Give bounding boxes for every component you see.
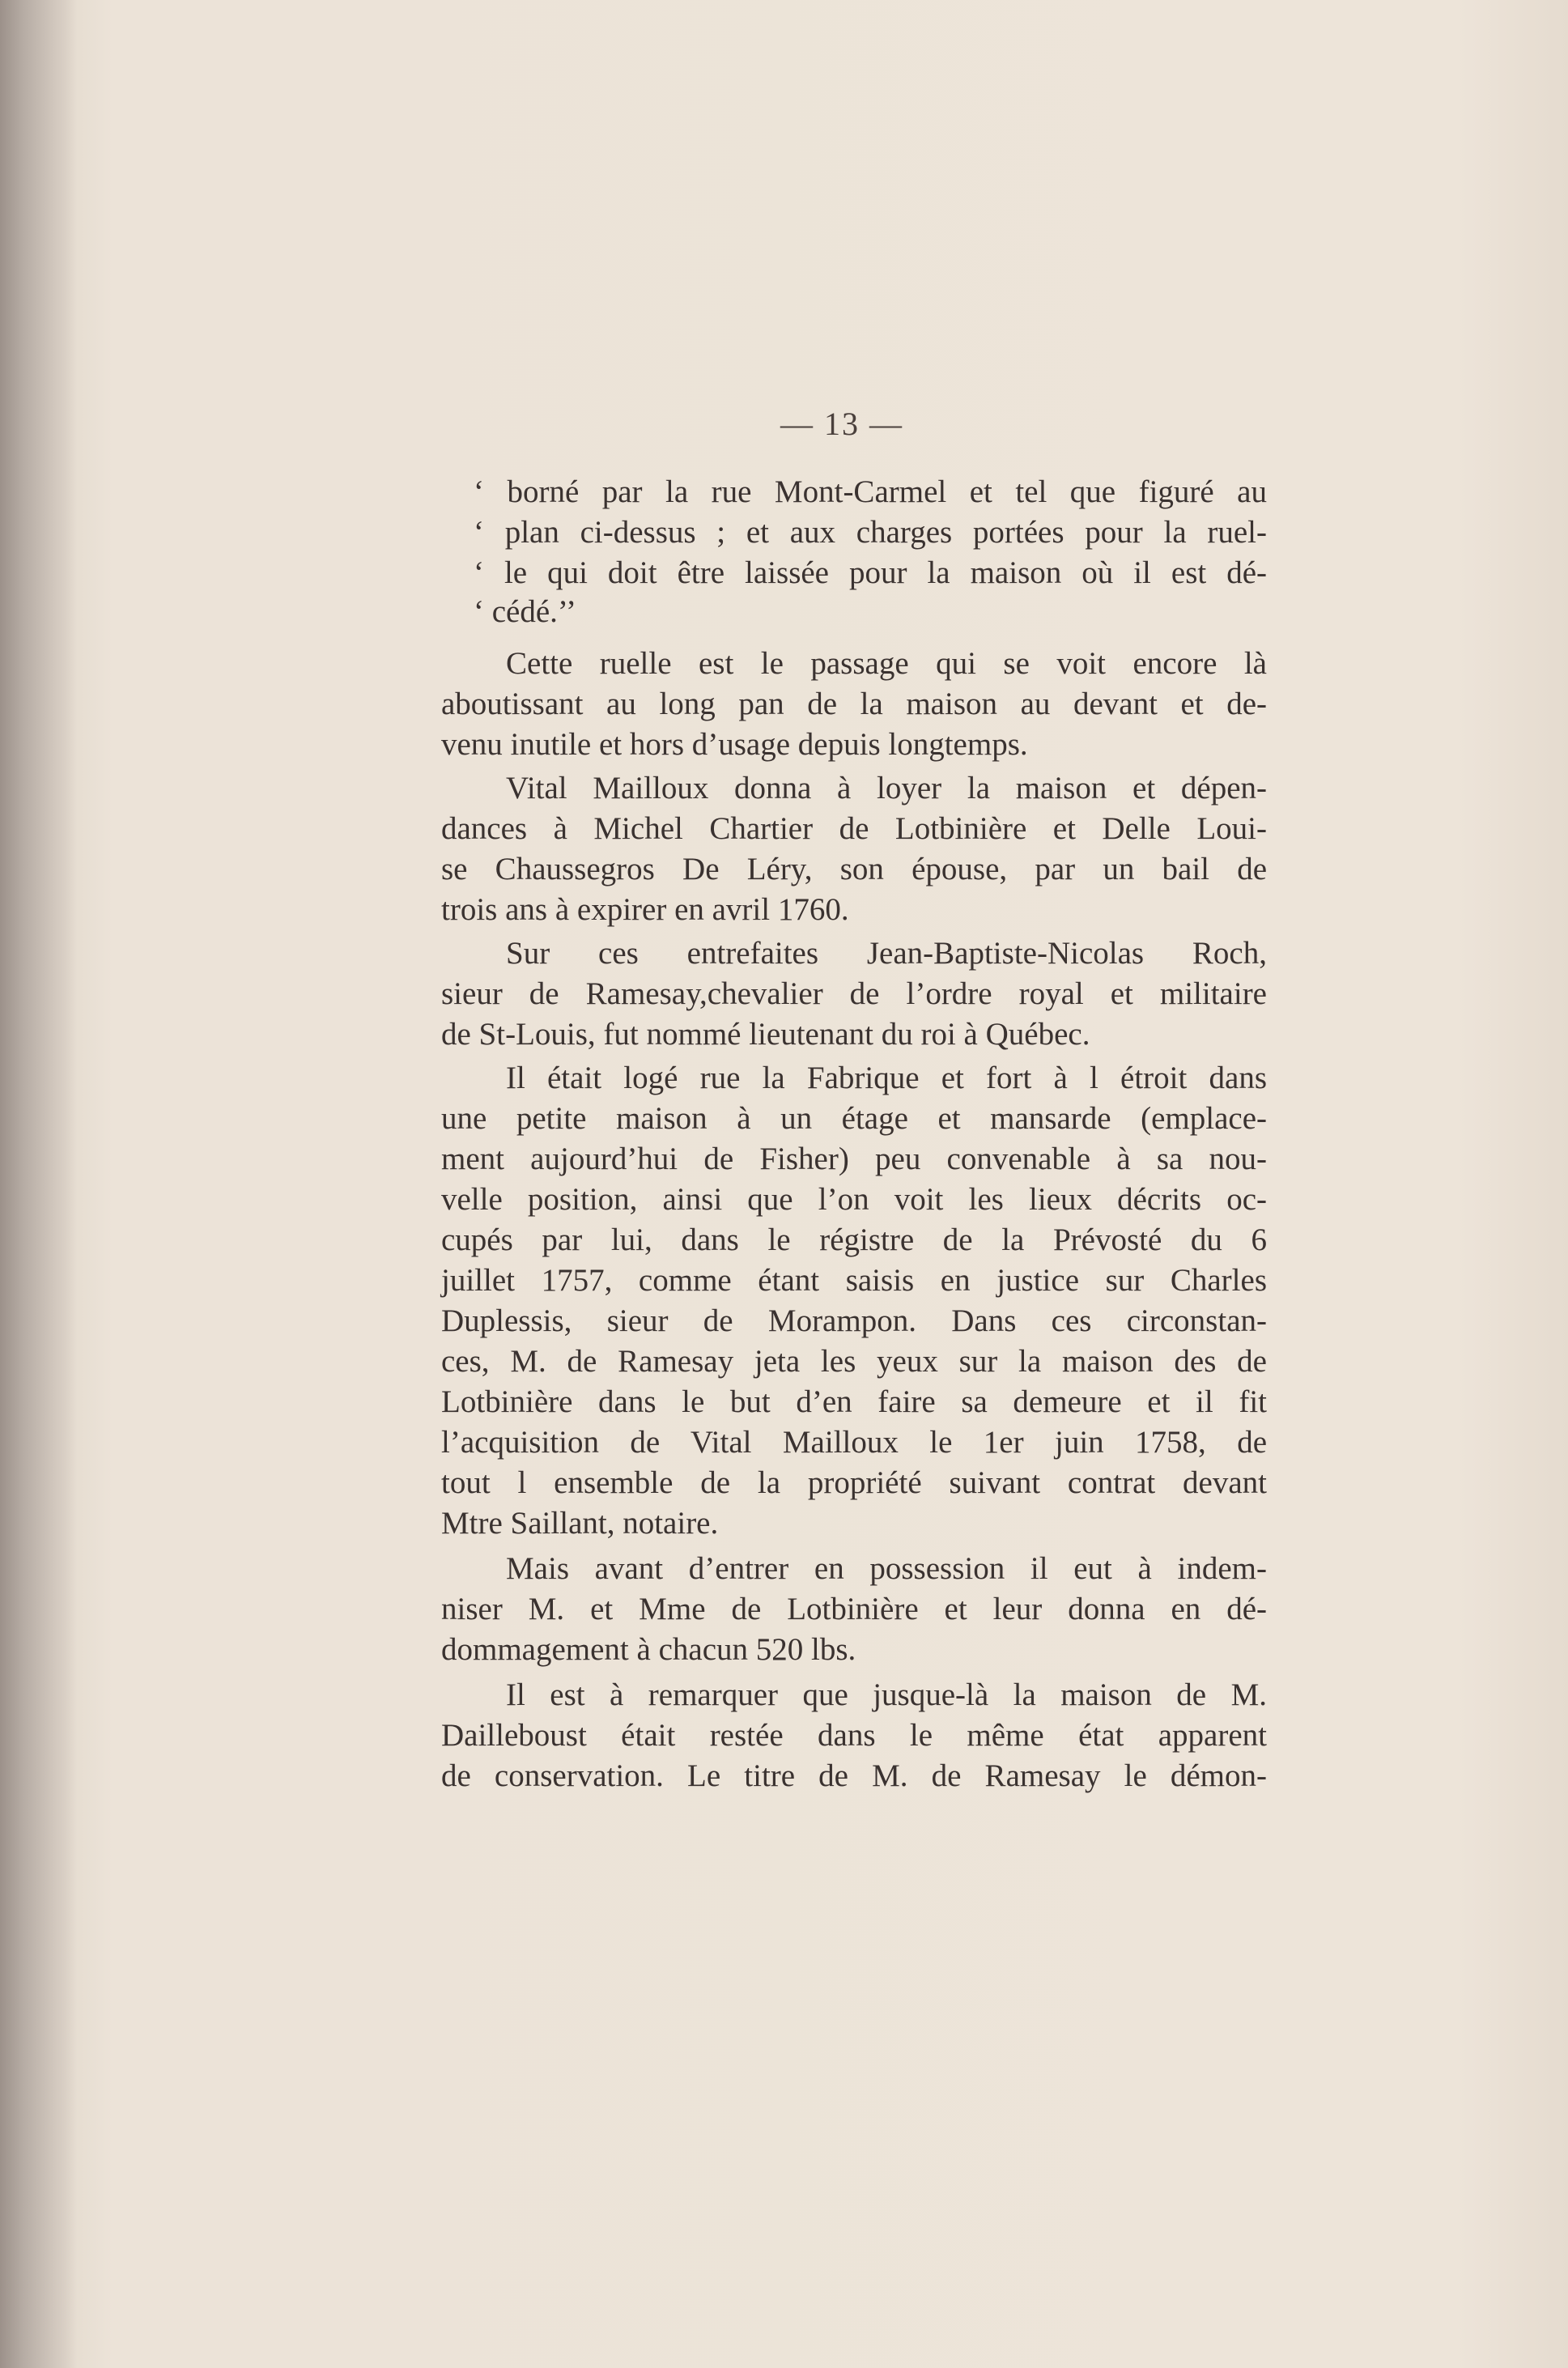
text-line: ‘ le qui doit être laissée pour la maison où il est dé- [474, 555, 1267, 590]
text-line: Sur ces entrefaites Jean-Baptiste-Nicolas Roch, [506, 936, 1267, 971]
text-line: Cette ruelle est le passage qui se voit encore là [506, 646, 1267, 681]
text-line: Vital Mailloux donna à loyer la maison et dépen- [506, 771, 1267, 806]
text-line: Il est à remarquer que jusque-là la maison de M. [506, 1677, 1267, 1712]
text-line: tout l ensemble de la propriété suivant contrat devant [441, 1465, 1267, 1500]
text-line: Duplessis, sieur de Morampon. Dans ces circonstan- [441, 1303, 1267, 1338]
text-line: ‘ borné par la rue Mont-Carmel et tel que figuré au [474, 474, 1267, 509]
text-line: une petite maison à un étage et mansarde (emplace- [441, 1101, 1267, 1136]
text-line: ces, M. de Ramesay jeta les yeux sur la maison des de [441, 1344, 1267, 1379]
text-line: Lotbinière dans le but d’en faire sa demeure et il fit [441, 1384, 1267, 1419]
page-number: — 13 — [780, 406, 903, 442]
text-line: Mtre Saillant, notaire. [441, 1506, 719, 1541]
text-line: niser M. et Mme de Lotbinière et leur donna en dé- [441, 1592, 1267, 1626]
text-line: dommagement à chacun 520 lbs. [441, 1632, 856, 1667]
text-line: ‘ cédé.’’ [474, 594, 576, 629]
text-line: aboutissant au long pan de la maison au devant et de- [441, 687, 1267, 721]
text-line: Dailleboust était restée dans le même état apparent [441, 1718, 1267, 1753]
text-line: se Chaussegros De Léry, son épouse, par un bail de [441, 852, 1267, 886]
text-line: l’acquisition de Vital Mailloux le 1er juin 1758, de [441, 1425, 1267, 1460]
text-line: juillet 1757, comme étant saisis en justice sur Charles [441, 1263, 1267, 1298]
text-line: ‘ plan ci-dessus ; et aux charges portées pour la ruel- [474, 515, 1267, 550]
text-line: Il était logé rue la Fabrique et fort à l étroit dans [506, 1061, 1267, 1095]
text-line: de conservation. Le titre de M. de Ramesay le démon- [441, 1758, 1267, 1793]
text-line: Mais avant d’entrer en possession il eut à indem- [506, 1551, 1267, 1586]
text-line: trois ans à expirer en avril 1760. [441, 892, 849, 927]
book-spine-shadow [0, 0, 77, 2368]
text-line: sieur de Ramesay,chevalier de l’ordre royal et militaire [441, 976, 1267, 1011]
text-line: cupés par lui, dans le régistre de la Prévosté du 6 [441, 1222, 1267, 1257]
text-line: de St-Louis, fut nommé lieutenant du roi à Québec. [441, 1017, 1090, 1052]
text-line: velle position, ainsi que l’on voit les lieux décrits oc- [441, 1182, 1267, 1217]
text-line: venu inutile et hors d’usage depuis longtemps. [441, 727, 1028, 762]
text-line: ment aujourd’hui de Fisher) peu convenable à sa nou- [441, 1141, 1267, 1176]
text-line: dances à Michel Chartier de Lotbinière et Delle Loui- [441, 811, 1267, 846]
